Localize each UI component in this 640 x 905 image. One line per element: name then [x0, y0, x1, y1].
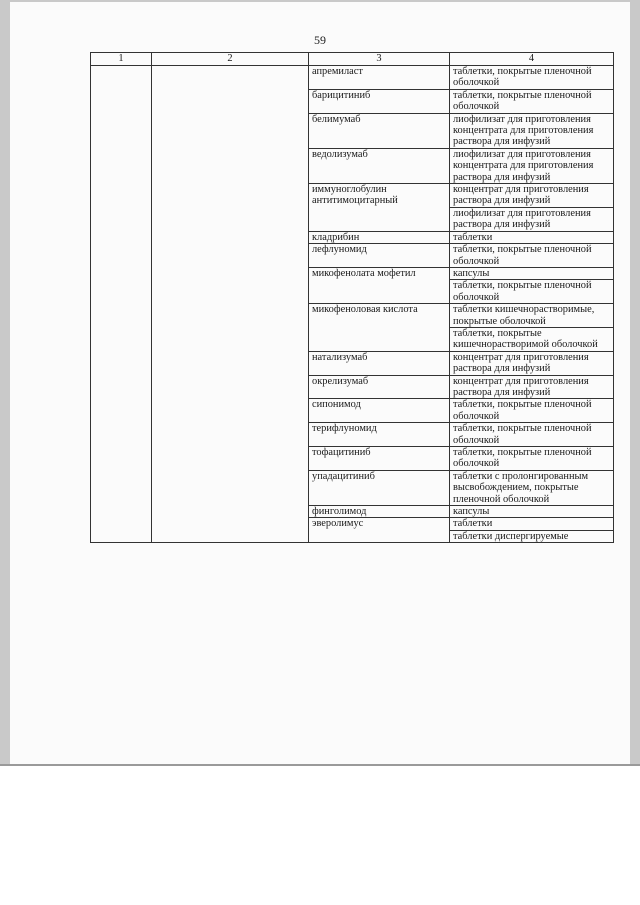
drug-name-cell: апремиласт: [309, 66, 450, 90]
drug-name-cell: иммуноглобулин антитимоцитарный: [309, 184, 450, 232]
drug-name-cell: барицитиниб: [309, 89, 450, 113]
drug-name-cell: тофацитиниб: [309, 447, 450, 471]
dosage-form-cell: таблетки диспергируемые: [450, 530, 614, 542]
dosage-form-cell: капсулы: [450, 506, 614, 518]
dosage-form-cell: лиофилизат для приготовления раствора для инфузий: [450, 207, 614, 231]
table-header-row: [91, 53, 614, 66]
dosage-form-cell: концентрат для приготовления раствора для инфузий: [450, 375, 614, 399]
column-header: 3: [309, 53, 450, 66]
dosage-form-cell: таблетки, покрытые пленочной оболочкой: [450, 423, 614, 447]
drug-name-cell: микофеноловая кислота: [309, 304, 450, 352]
dosage-form-cell: таблетки кишечнорастворимые, покрытые оболочкой: [450, 304, 614, 328]
group-code-cell: [91, 66, 152, 543]
drug-name-cell: сипонимод: [309, 399, 450, 423]
drug-name-cell: финголимод: [309, 506, 450, 518]
drug-name-cell: лефлуномид: [309, 244, 450, 268]
drug-name-cell: терифлуномид: [309, 423, 450, 447]
dosage-form-cell: таблетки с пролонгированным высвобождением, покрытые пленочной оболочкой: [450, 470, 614, 505]
page-number: 59: [314, 33, 326, 47]
dosage-form-cell: таблетки: [450, 518, 614, 530]
drug-name-cell: кладрибин: [309, 231, 450, 243]
dosage-form-cell: лиофилизат для приготовления концентрата для приготовления раствора для инфузий: [450, 113, 614, 148]
column-header: 1: [91, 53, 152, 66]
drug-name-cell: упадацитиниб: [309, 470, 450, 505]
dosage-form-cell: таблетки, покрытые пленочной оболочкой: [450, 280, 614, 304]
group-name-cell: [152, 66, 309, 543]
dosage-form-cell: капсулы: [450, 267, 614, 279]
document-page: [10, 2, 630, 764]
drug-name-cell: окрелизумаб: [309, 375, 450, 399]
dosage-form-cell: таблетки: [450, 231, 614, 243]
drug-name-cell: микофенолата мофетил: [309, 267, 450, 303]
table-body: [91, 66, 614, 543]
dosage-form-cell: концентрат для приготовления раствора для инфузий: [450, 184, 614, 208]
dosage-form-cell: лиофилизат для приготовления концентрата для приготовления раствора для инфузий: [450, 148, 614, 183]
dosage-form-cell: таблетки, покрытые пленочной оболочкой: [450, 66, 614, 90]
table-row: [91, 66, 614, 90]
column-header: 4: [450, 53, 614, 66]
column-header: 2: [152, 53, 309, 66]
dosage-form-cell: таблетки, покрытые пленочной оболочкой: [450, 89, 614, 113]
drug-table: [90, 52, 614, 543]
drug-name-cell: эверолимус: [309, 518, 450, 543]
dosage-form-cell: таблетки, покрытые пленочной оболочкой: [450, 447, 614, 471]
scan-edge: [0, 764, 640, 766]
dosage-form-cell: концентрат для приготовления раствора для инфузий: [450, 351, 614, 375]
dosage-form-cell: таблетки, покрытые пленочной оболочкой: [450, 244, 614, 268]
drug-name-cell: ведолизумаб: [309, 148, 450, 183]
dosage-form-cell: таблетки, покрытые кишечнорастворимой оболочкой: [450, 327, 614, 351]
drug-name-cell: натализумаб: [309, 351, 450, 375]
drug-name-cell: белимумаб: [309, 113, 450, 148]
dosage-form-cell: таблетки, покрытые пленочной оболочкой: [450, 399, 614, 423]
